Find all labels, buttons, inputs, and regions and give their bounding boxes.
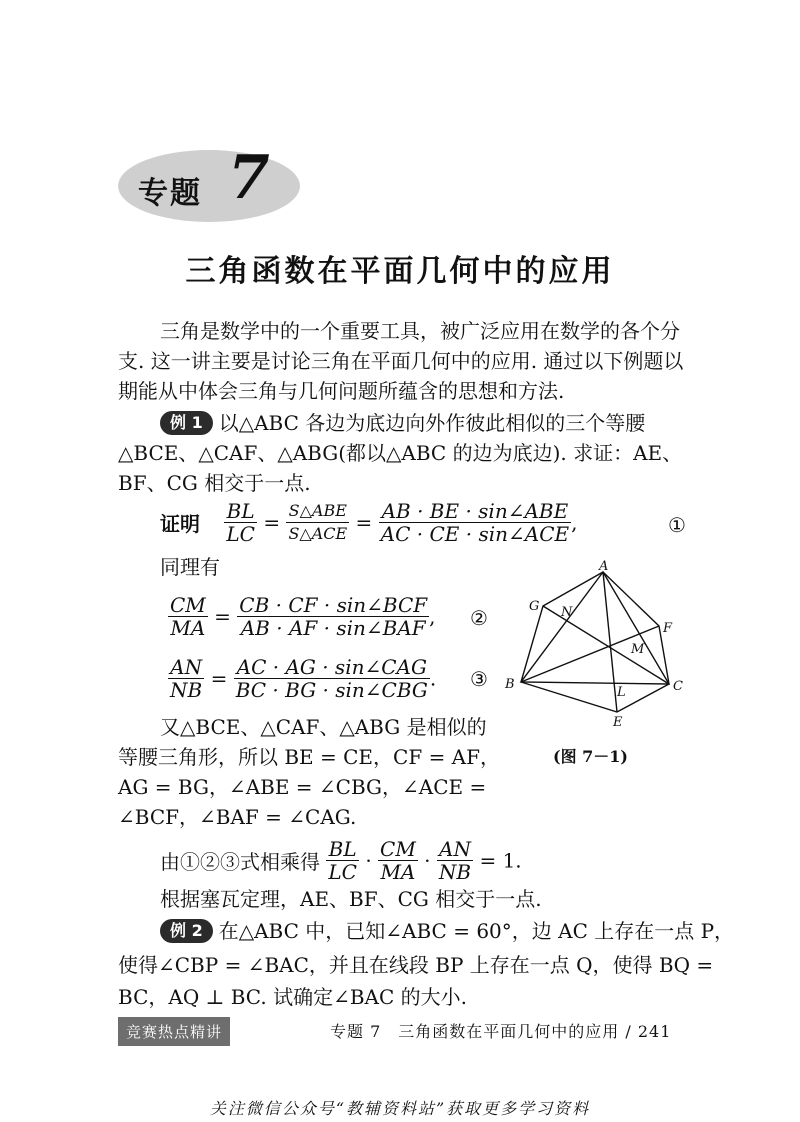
example-2-line-1 xyxy=(160,916,734,946)
proof-line-3: AG = BG，∠ABE = ∠CBG，∠ACE = xyxy=(118,775,487,799)
frac-num: BL xyxy=(224,500,257,523)
figure-caption: (图 7－1) xyxy=(553,747,628,766)
frac-num: AB · BE · sin∠ABE xyxy=(379,500,571,523)
frac-sine-ratio-2 xyxy=(237,594,429,639)
frac-den: LC xyxy=(226,522,255,546)
label-e: E xyxy=(613,715,623,730)
running-footer: 专题 7 三角函数在平面几何中的应用 / 241 xyxy=(330,1022,672,1041)
frac-sine-ratio-3 xyxy=(234,656,430,701)
frac-den: LC xyxy=(328,860,357,884)
label-m: M xyxy=(631,642,645,657)
frac-sine-ratio-1 xyxy=(379,500,571,545)
page-title: 三角函数在平面几何中的应用 xyxy=(185,254,615,289)
frac-den: AC · CE · sin∠ACE xyxy=(380,522,570,546)
geometry-figure xyxy=(495,560,695,735)
intro-line-1: 三角是数学中的一个重要工具，被广泛应用在数学的各个分 xyxy=(160,319,680,343)
frac-cm-ma xyxy=(168,594,208,639)
example-2-line-2: 使得∠CBP = ∠BAC，并且在线段 BP 上存在一点 Q，使得 BQ = xyxy=(118,953,714,977)
frac-product-3 xyxy=(437,838,473,883)
frac-den: NB xyxy=(170,678,203,702)
frac-den: MA xyxy=(170,616,206,640)
equation-tag-2: ② xyxy=(470,606,488,630)
frac-num: S△ABE xyxy=(286,500,349,523)
triangle-abc xyxy=(521,572,669,684)
frac-den: NB xyxy=(438,860,472,884)
example-1-line-3: BF、CG 相交于一点. xyxy=(118,471,311,495)
topic-label: 专题 xyxy=(138,176,202,211)
frac-num: AN xyxy=(168,656,204,679)
frac-num: AC · AG · sin∠CAG xyxy=(234,656,430,679)
frac-product-1 xyxy=(326,838,359,883)
label-c: C xyxy=(673,679,683,694)
proof-label: 证明 xyxy=(160,512,200,536)
example-2-line-3: BC，AQ ⊥ BC. 试确定∠BAC 的大小. xyxy=(118,985,468,1009)
example-2-text-1: 在△ABC 中，已知∠ABC = 60°，边 AC 上存在一点 P， xyxy=(218,919,735,943)
frac-num: AN xyxy=(437,838,473,861)
frac-bl-lc xyxy=(224,500,257,545)
proof-equation-2: $\frac{CM}{MA}$ = $\frac{\text{CB · CF · sin∠BCF}}{\text{AB · AF · sin∠BAF}}$ , xyxy=(170,593,436,640)
frac-product-2 xyxy=(378,838,418,883)
label-l: L xyxy=(617,685,626,700)
example-2-badge: 例 2 xyxy=(160,919,213,943)
frac-num: CB · CF · sin∠BCF xyxy=(239,593,428,617)
frac-den: S△ACE xyxy=(288,524,348,543)
proof-conclusion: 根据塞瓦定理，AE、BF、CG 相交于一点. xyxy=(160,887,542,911)
bottom-note: 关注微信公众号“教辅资料站”获取更多学习资料 xyxy=(209,1099,591,1118)
frac-den: AB · AF · sin∠BAF xyxy=(240,616,426,640)
triangle-bce-sides xyxy=(521,682,669,712)
proof-line-4: ∠BCF，∠BAF = ∠CAG. xyxy=(118,805,357,829)
product-suffix: = 1. xyxy=(479,848,522,873)
frac-an-nb xyxy=(168,656,204,701)
product-equation: 由①②③式相乘得 $\frac{BL}{LC}$ · $\frac{CM}{MA}$ · $\frac{AN}{NB}$ = 1. xyxy=(160,837,522,884)
label-a: A xyxy=(599,560,609,574)
label-f: F xyxy=(663,621,673,636)
similarly-text: 同理有 xyxy=(160,555,220,579)
equation-tag-1: ① xyxy=(668,513,686,537)
proof-line-2: 等腰三角形，所以 BE = CE，CF = AF， xyxy=(118,745,501,769)
example-1-line-2: △BCE、△CAF、△ABG(都以△ABC 的边为底边). 求证：AE、 xyxy=(118,441,683,465)
proof-equation-1: 证明 $\frac{BL}{LC}$ = $\frac{\text{S△ABE}}{\text{S△ACE}}$ = $\frac{\text{AB · BE · sin∠ABE}}{\text{AC · CE · sin∠ACE}}$ , xyxy=(160,499,578,546)
figure-lines xyxy=(521,572,669,712)
example-1-text-1: 以△ABC 各边为底边向外作彼此相似的三个等腰 xyxy=(218,411,646,435)
label-b: B xyxy=(505,677,515,692)
product-prefix: 由①②③式相乘得 xyxy=(160,850,320,874)
proof-equation-3: $\frac{AN}{NB}$ = $\frac{\text{AC · AG · sin∠CAG}}{\text{BC · BG · sin∠CBG}}$ . xyxy=(170,655,437,702)
frac-area-ratio xyxy=(286,500,349,545)
example-1-badge: 例 1 xyxy=(160,411,213,435)
equation-tag-3: ③ xyxy=(470,667,488,691)
frac-den: BC · BG · sin∠CBG xyxy=(235,678,428,702)
topic-number: 7 xyxy=(228,143,270,213)
label-n: N xyxy=(561,605,573,620)
proof-line-1: 又△BCE、△CAF、△ABG 是相似的 xyxy=(160,715,487,739)
frac-den: MA xyxy=(380,860,416,884)
frac-num: CM xyxy=(170,593,206,617)
example-1-line-1 xyxy=(160,408,645,438)
intro-line-2: 支. 这一讲主要是讨论三角在平面几何中的应用. 通过以下例题以 xyxy=(118,349,684,373)
intro-line-3: 期能从中体会三角与几何问题所蕴含的思想和方法. xyxy=(118,379,565,403)
label-g: G xyxy=(529,599,540,614)
frac-num: BL xyxy=(326,838,359,861)
section-tag: 竞赛热点精讲 xyxy=(118,1017,230,1046)
frac-num: CM xyxy=(380,837,416,861)
